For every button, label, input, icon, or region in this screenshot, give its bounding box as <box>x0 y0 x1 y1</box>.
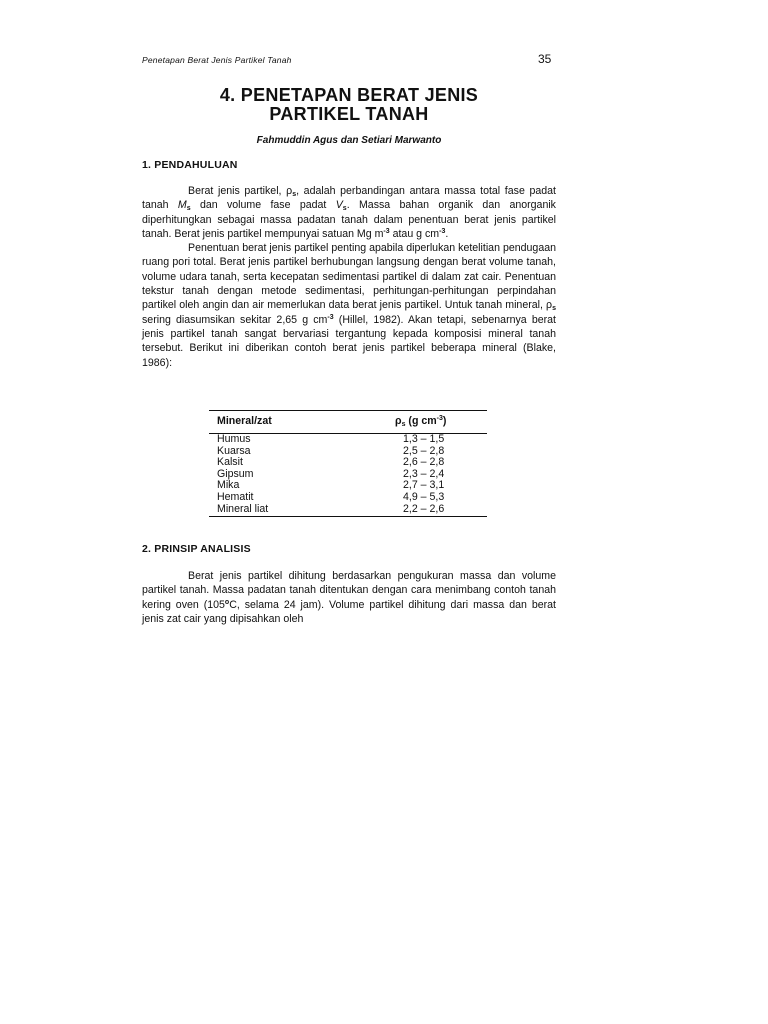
degree-superscript: o <box>224 598 230 606</box>
text-run: . Massa bahan organik dan anorganik diperhitungkan sebagai massa padatan tanah dalam penentuan berat jenis partikel tanah. Berat jenis partikel mempunyai satuan Mg m <box>142 199 556 240</box>
text-run: C, selama 24 jam). Volume partikel dihitung dari massa dan berat jenis zat cair yang dipisahkan oleh <box>142 598 556 625</box>
superscript: -3 <box>439 227 446 235</box>
table-body <box>209 434 487 516</box>
superscript: -3 <box>383 227 390 235</box>
column-header-density <box>393 415 487 427</box>
paragraph <box>142 569 556 626</box>
table-header-row <box>209 411 487 433</box>
text-run: dan volume fase padat <box>190 199 336 212</box>
table-row <box>209 469 487 481</box>
text-run: sering diasumsikan sekitar 2,65 g cm <box>142 313 328 326</box>
subscript: s <box>342 205 347 213</box>
symbol-M: M <box>177 199 187 212</box>
cell-range: 2,3 – 2,4 <box>403 467 445 480</box>
text-run: Berat jenis partikel, ρ <box>188 185 293 197</box>
symbol-V: V <box>335 199 343 212</box>
text-run: (Hillel, 1982). Akan tetapi, sebenarnya berat jenis partikel tanah sangat bervariasi tergantung kepada komposisi mineral tanah tersebut. Berikut ini diberikan contoh berat jenis partikel beberapa mineral (Blake, 1986): <box>142 313 556 369</box>
text-run: Berat jenis partikel dihitung berdasarkan pengukuran massa dan volume partikel tanah. Massa padatan tanah ditentukan dengan cara menimbang contoh tanah kering oven (105 <box>142 570 556 611</box>
text-run: Penentuan berat jenis partikel penting apabila diperlukan ketelitian pendugaan ruang pori total. Berat jenis partikel berhubungan langsung dengan berat volume tanah, volume udara tanah, serta kecepatan sedimentasi partikel di dalam zat cair. Penentuan tekstur tanah dengan metode sedimentasi, perhitungan-perhitungan perpindahan partikel oleh angin dan air memerlukan data berat jenis partikel. Untuk tanah mineral, ρ <box>142 242 556 312</box>
cell-mineral: Kalsit <box>217 456 243 469</box>
cell-range: 1,3 – 1,5 <box>403 433 445 445</box>
text-run: atau g cm <box>389 227 440 240</box>
page-number: 35 <box>538 52 552 66</box>
chapter-title <box>142 86 556 124</box>
cell-mineral: Mika <box>217 479 240 492</box>
text-run: . <box>445 227 449 240</box>
cell-range: 4,9 – 5,3 <box>403 490 445 503</box>
table-bottom-rule <box>209 516 487 517</box>
cell-mineral: Humus <box>217 433 251 445</box>
cell-range: 2,7 – 3,1 <box>403 479 445 492</box>
authors: Fahmuddin Agus dan Setiari Marwanto <box>256 135 442 146</box>
cell-range: 2,5 – 2,8 <box>403 444 445 457</box>
superscript: -3 <box>327 313 334 321</box>
section-pendahuluan-body <box>142 184 556 370</box>
cell-mineral: Mineral liat <box>217 502 269 515</box>
text-run: ) <box>442 415 447 427</box>
paragraph <box>142 241 556 370</box>
text-run: ρ <box>395 415 402 427</box>
section-heading-prinsip-analisis: 2. PRINSIP ANALISIS <box>142 543 251 555</box>
cell-mineral: Kuarsa <box>217 444 251 457</box>
chapter-title-line-1: 4. PENETAPAN BERAT JENIS <box>219 85 479 105</box>
subscript: s <box>186 205 191 213</box>
text-run: (g cm <box>405 415 437 427</box>
table-row <box>209 446 487 458</box>
running-head: Penetapan Berat Jenis Partikel Tanah <box>142 55 292 65</box>
cell-mineral: Hematit <box>217 490 254 503</box>
table-row <box>209 504 487 516</box>
subscript: s <box>292 191 297 198</box>
section-prinsip-analisis-body <box>142 569 556 626</box>
cell-range: 2,2 – 2,6 <box>403 502 445 515</box>
text-run: , adalah perbandingan antara massa total fase padat tanah <box>142 185 556 212</box>
cell-mineral: Gipsum <box>217 467 254 480</box>
cell-range: 2,6 – 2,8 <box>403 456 445 469</box>
column-header-mineral: Mineral/zat <box>217 415 272 427</box>
paragraph <box>142 184 556 241</box>
table-row <box>209 434 487 446</box>
table-row <box>209 492 487 504</box>
chapter-title-line-2: PARTIKEL TANAH <box>269 104 429 124</box>
subscript: s <box>401 421 406 428</box>
mineral-density-table <box>209 410 487 517</box>
subscript: s <box>552 305 556 313</box>
section-heading-pendahuluan: 1. PENDAHULUAN <box>142 159 238 171</box>
superscript: -3 <box>436 415 443 422</box>
